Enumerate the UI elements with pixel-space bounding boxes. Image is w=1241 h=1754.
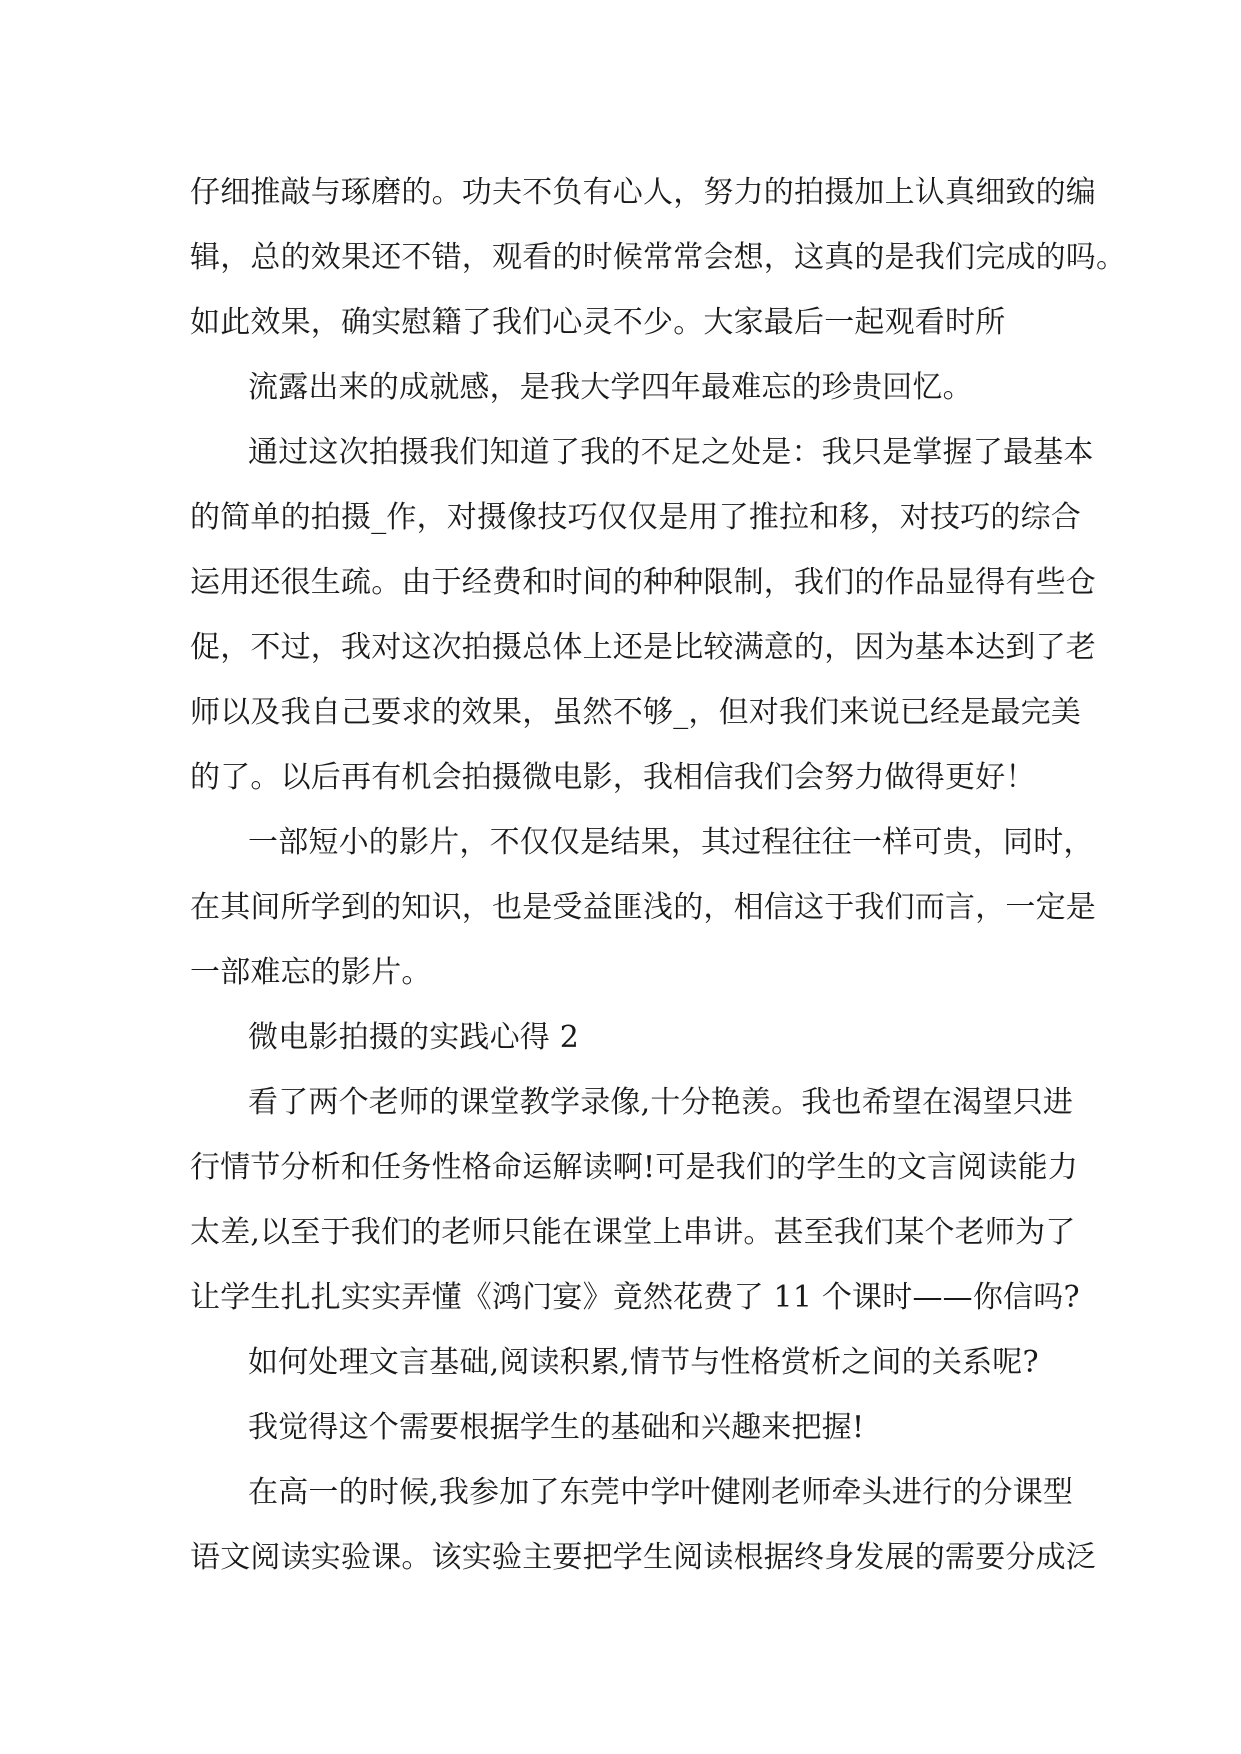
text-line: 运用还很生疏。由于经费和时间的种种限制，我们的作品显得有些仓 xyxy=(190,565,1096,600)
paragraph-editing-result xyxy=(190,160,1127,355)
text-line: 行情节分析和任务性格命运解读啊!可是我们的学生的文言阅读能力 xyxy=(190,1150,1079,1185)
paragraph-opinion xyxy=(190,1395,1070,1460)
text-line: 一部难忘的影片。 xyxy=(190,955,432,990)
text-line: 在其间所学到的知识，也是受益匪浅的，相信这于我们而言，一定是 xyxy=(190,890,1096,925)
text-line: 如此效果，确实慰籍了我们心灵不少。大家最后一起观看时所 xyxy=(190,305,1006,340)
text-line: 在高一的时候,我参加了东莞中学叶健刚老师牵头进行的分课型 xyxy=(248,1475,1074,1510)
paragraph-shortcomings xyxy=(190,420,1096,810)
text-line: 看了两个老师的课堂教学录像,十分艳羡。我也希望在渴望只进 xyxy=(248,1085,1074,1120)
text-line: 的简单的拍摄_作，对摄像技巧仅仅是用了推拉和移，对技巧的综合 xyxy=(190,500,1081,535)
paragraph-experiment xyxy=(190,1460,1096,1590)
text-line: 流露出来的成就感，是我大学四年最难忘的珍贵回忆。 xyxy=(248,370,973,405)
paragraph-short-film xyxy=(190,810,1096,1005)
text-line: 语文阅读实验课。该实验主要把学生阅读根据终身发展的需要分成泛 xyxy=(190,1540,1096,1575)
text-line: 促，不过，我对这次拍摄总体上还是比较满意的，因为基本达到了老 xyxy=(190,630,1096,665)
paragraph-classroom-video xyxy=(190,1070,1080,1330)
section-heading xyxy=(190,1005,1070,1070)
text-line: 太差,以至于我们的老师只能在课堂上串讲。甚至我们某个老师为了 xyxy=(190,1215,1076,1250)
text-line: 通过这次拍摄我们知道了我的不足之处是：我只是掌握了最基本 xyxy=(248,435,1094,470)
text-line: 仔细推敲与琢磨的。功夫不负有心人，努力的拍摄加上认真细致的编 xyxy=(190,175,1096,210)
section-title: 微电影拍摄的实践心得 2 xyxy=(248,1020,580,1055)
text-line: 如何处理文言基础,阅读积累,情节与性格赏析之间的关系呢? xyxy=(248,1345,1039,1380)
document-body xyxy=(190,160,1127,1590)
paragraph-question xyxy=(190,1330,1070,1395)
text-line: 辑，总的效果还不错，观看的时候常常会想，这真的是我们完成的吗。 xyxy=(190,240,1127,275)
paragraph-achievement xyxy=(190,355,1070,420)
text-line: 师以及我自己要求的效果，虽然不够_，但对我们来说已经是最完美 xyxy=(190,695,1081,730)
text-line: 让学生扎扎实实弄懂《鸿门宴》竟然花费了 11 个课时——你信吗? xyxy=(190,1280,1080,1315)
text-line: 的了。以后再有机会拍摄微电影，我相信我们会努力做得更好！ xyxy=(190,760,1036,795)
text-line: 一部短小的影片，不仅仅是结果，其过程往往一样可贵，同时， xyxy=(248,825,1094,860)
text-line: 我觉得这个需要根据学生的基础和兴趣来把握! xyxy=(248,1410,865,1445)
